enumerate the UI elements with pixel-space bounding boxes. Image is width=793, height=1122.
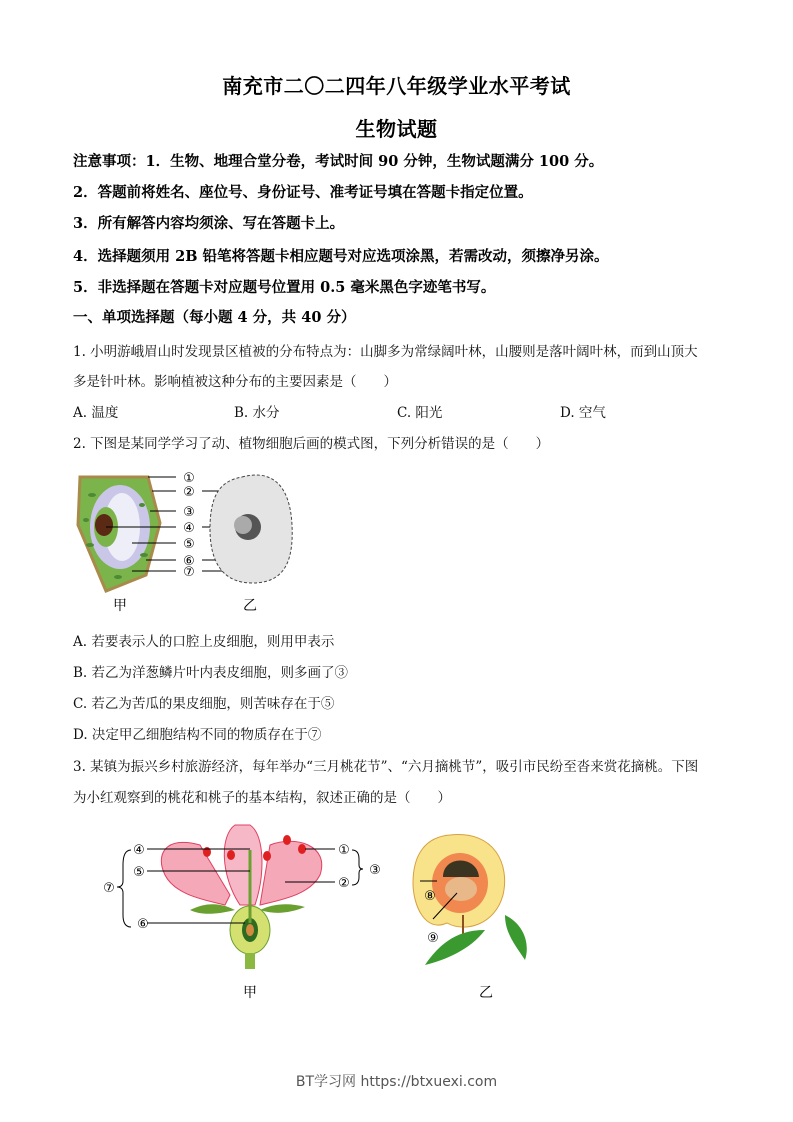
question-2-line-1: 2. 下图是某同学学习了动、植物细胞后画的模式图，下列分析错误的是（ ） bbox=[73, 436, 550, 452]
svg-text:④: ④ bbox=[133, 843, 145, 858]
question-1-line-2: 多是针叶林。影响植被这种分布的主要因素是（ ） bbox=[73, 374, 397, 390]
q2-option-a: A. 若要表示人的口腔上皮细胞，则用甲表示 bbox=[73, 634, 335, 650]
svg-text:⑦: ⑦ bbox=[103, 881, 115, 896]
q2-option-d: D. 决定甲乙细胞结构不同的物质存在于⑦ bbox=[73, 727, 322, 743]
question-3-line-2: 为小红观察到的桃花和桃子的基本结构，叙述正确的是（ ） bbox=[73, 790, 451, 806]
svg-text:②: ② bbox=[338, 876, 350, 891]
q1-option-b: B. 水分 bbox=[234, 405, 280, 421]
flower-caption: 甲 bbox=[243, 985, 257, 1001]
flower-fruit-diagram bbox=[95, 815, 575, 1005]
question-3-line-1: 3. 某镇为振兴乡村旅游经济，每年举办“三月桃花节”、“六月摘桃节”，吸引市民纷至沓来赏花摘桃。下图 bbox=[73, 759, 699, 775]
cell-diagram bbox=[72, 465, 312, 615]
svg-text:⑤: ⑤ bbox=[133, 865, 145, 880]
exam-subtitle: 生物试题 bbox=[355, 117, 438, 141]
svg-text:①: ① bbox=[183, 471, 195, 486]
cell-diagram-svg bbox=[72, 465, 312, 615]
exam-title: 南充市二〇二四年八年级学业水平考试 bbox=[222, 74, 571, 98]
note-3: 3．所有解答内容均须涂、写在答题卡上。 bbox=[73, 215, 345, 232]
q2-option-b: B. 若乙为洋葱鳞片叶内表皮细胞，则多画了③ bbox=[73, 665, 349, 681]
svg-text:③: ③ bbox=[369, 863, 381, 878]
svg-text:①: ① bbox=[338, 843, 350, 858]
note-2: 2．答题前将姓名、座位号、身份证号、准考证号填在答题卡指定位置。 bbox=[73, 184, 533, 201]
caption-jia: 甲 bbox=[113, 598, 127, 614]
q2-option-c: C. 若乙为苦瓜的果皮细胞，则苦味存在于⑤ bbox=[73, 696, 335, 712]
section-heading: 一、单项选择题（每小题 4 分，共 40 分） bbox=[73, 309, 356, 326]
note-1: 注意事项：1．生物、地理合堂分卷，考试时间 90 分钟，生物试题满分 100 分。 bbox=[73, 153, 604, 170]
caption-yi: 乙 bbox=[243, 598, 257, 614]
q1-option-d: D. 空气 bbox=[560, 405, 606, 421]
svg-text:⑧: ⑧ bbox=[424, 889, 436, 904]
fruit-caption: 乙 bbox=[479, 985, 493, 1001]
question-1-line-1: 1. 小明游峨眉山时发现景区植被的分布特点为：山脚多为常绿阔叶林，山腰则是落叶阔叶林，而到山顶大 bbox=[73, 344, 698, 360]
svg-text:⑨: ⑨ bbox=[427, 931, 439, 946]
svg-text:⑦: ⑦ bbox=[183, 565, 195, 580]
svg-text:④: ④ bbox=[183, 521, 195, 536]
svg-text:⑤: ⑤ bbox=[183, 537, 195, 552]
svg-text:⑥: ⑥ bbox=[137, 917, 149, 932]
footer-watermark: BT学习网 https://btxuexi.com bbox=[295, 1074, 498, 1090]
note-5: 5．非选择题在答题卡对应题号位置用 0.5 毫米黑色字迹笔书写。 bbox=[73, 279, 496, 296]
note-4: 4．选择题须用 2B 铅笔将答题卡相应题号对应选项涂黑，若需改动，须擦净另涂。 bbox=[73, 248, 609, 265]
svg-text:②: ② bbox=[183, 485, 195, 500]
flower-fruit-svg bbox=[95, 815, 575, 1005]
svg-text:③: ③ bbox=[183, 505, 195, 520]
svg-text:⑥: ⑥ bbox=[183, 554, 195, 569]
q1-option-a: A. 温度 bbox=[73, 405, 119, 421]
q1-option-c: C. 阳光 bbox=[397, 405, 443, 421]
